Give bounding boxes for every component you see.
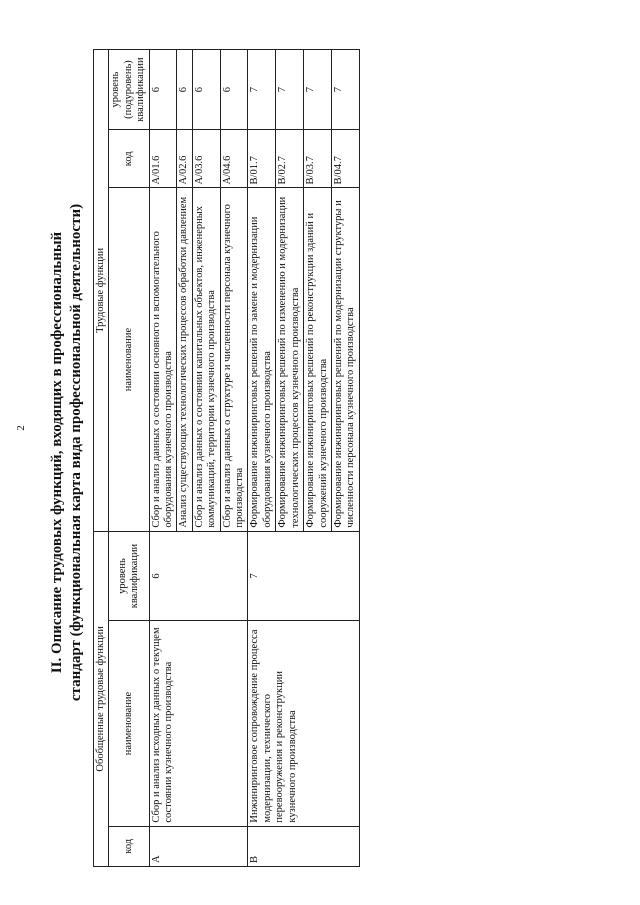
- title-line-1: II. Описание трудовых функций, входящих в профессиональный: [49, 231, 65, 674]
- function-level: 7: [276, 50, 304, 130]
- table-row: [248, 50, 276, 867]
- header-function-code: код: [109, 130, 149, 188]
- header-name: наименование: [109, 621, 149, 826]
- function-code: A/01.6: [149, 130, 177, 188]
- function-name: Сбор и анализ данных о состоянии основного и вспомогательного оборудования кузнечного производства: [149, 188, 177, 531]
- function-level: 6: [177, 50, 192, 130]
- function-level: 7: [331, 50, 359, 130]
- function-code: A/03.6: [192, 130, 220, 188]
- function-code: B/01.7: [248, 130, 276, 188]
- header-labor-functions: Трудовые функции: [94, 50, 109, 532]
- group-name: Инжиниринговое сопровождение процесса модернизации, технического перевооружения и реконструкции кузнечного производства: [248, 621, 359, 826]
- function-name: Формирование инжиниринговых решений по замене и модернизации оборудования кузнечного производства: [248, 188, 276, 531]
- header-function-name: наименование: [109, 188, 149, 531]
- function-level: 6: [149, 50, 177, 130]
- function-name: Сбор и анализ данных о состоянии капитальных объектов, инженерных коммуникаций, территории кузнечного производства: [192, 188, 220, 531]
- header-row-1: [94, 50, 109, 867]
- group-level: 6: [149, 531, 248, 621]
- function-name: Анализ существующих технологических процессов обработки давлением: [177, 188, 192, 531]
- group-code: A: [149, 826, 248, 866]
- function-code: A/02.6: [177, 130, 192, 188]
- title-line-2: стандарт (функциональная карта вида профессиональной деятельности): [68, 203, 84, 702]
- header-row-2: [109, 50, 149, 867]
- function-code: A/04.6: [220, 130, 248, 188]
- functional-map-table: [93, 49, 360, 867]
- header-level: уровень квалификации: [109, 531, 149, 621]
- function-code: B/04.7: [331, 130, 359, 188]
- group-name: Сбор и анализ исходных данных о текущем состоянии кузнечного производства: [149, 621, 248, 826]
- header-generalized-functions: Обобщенные трудовые функции: [94, 531, 109, 866]
- function-code: B/03.7: [304, 130, 332, 188]
- header-sublevel: уровень (подуровень) квалификации: [109, 50, 149, 130]
- function-level: 7: [248, 50, 276, 130]
- header-code: код: [109, 826, 149, 866]
- page-number: 2: [14, 425, 27, 431]
- function-name: Формирование инжиниринговых решений по реконструкции зданий и сооружений кузнечного производства: [304, 188, 332, 531]
- function-level: 6: [220, 50, 248, 130]
- function-level: 7: [304, 50, 332, 130]
- group-code: B: [248, 826, 359, 866]
- function-level: 6: [192, 50, 220, 130]
- function-name: Сбор и анализ данных о структуре и численности персонала кузнечного производства: [220, 188, 248, 531]
- section-title: [48, 0, 86, 905]
- function-code: B/02.7: [276, 130, 304, 188]
- function-name: Формирование инжиниринговых решений по модернизации структуры и численности персонала кузнечного производства: [331, 188, 359, 531]
- table-row: [149, 50, 177, 867]
- function-name: Формирование инжиниринговых решений по изменению и модернизации технологических процессов кузнечного производства: [276, 188, 304, 531]
- group-level: 7: [248, 531, 359, 621]
